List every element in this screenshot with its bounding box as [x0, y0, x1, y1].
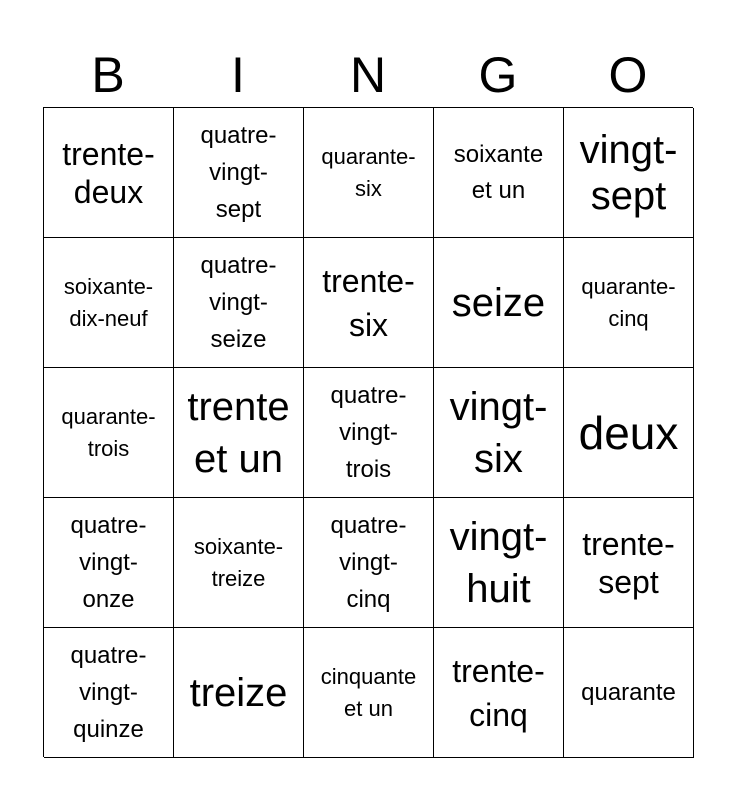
- bingo-board: [43, 107, 693, 757]
- cell-label: soixante- treize: [193, 533, 284, 591]
- header-letter-n: N: [349, 47, 387, 103]
- bingo-cell[interactable]: [564, 108, 694, 238]
- cell-label: deux: [578, 406, 679, 459]
- cell-label: trente- cinq: [452, 652, 545, 733]
- bingo-cell[interactable]: [434, 238, 564, 368]
- cell-label: vingt- huit: [449, 514, 548, 611]
- bingo-cell[interactable]: [44, 628, 174, 758]
- cell-label: trente- six: [322, 262, 415, 343]
- cell-label: trente- deux: [62, 135, 155, 210]
- cell-label: quatre- vingt- onze: [70, 512, 147, 613]
- cell-label: quatre- vingt- sept: [200, 122, 277, 223]
- cell-label: quatre- vingt- trois: [330, 382, 407, 483]
- cell-label: soixante- dix-neuf: [63, 273, 154, 331]
- bingo-cell[interactable]: [174, 628, 304, 758]
- cell-label: quatre- vingt- quinze: [70, 642, 147, 743]
- header-letter-i: I: [231, 47, 245, 103]
- header-letter-b: B: [91, 47, 125, 103]
- bingo-cell[interactable]: [304, 368, 434, 498]
- bingo-cell[interactable]: [434, 498, 564, 628]
- bingo-cell[interactable]: [564, 498, 694, 628]
- bingo-cell[interactable]: [44, 368, 174, 498]
- bingo-cell[interactable]: [434, 368, 564, 498]
- cell-label: quarante- cinq: [581, 273, 676, 331]
- bingo-cell[interactable]: [304, 108, 434, 238]
- cell-label: quarante- trois: [61, 403, 156, 461]
- cell-label: cinquante et un: [320, 663, 417, 721]
- bingo-cell[interactable]: [174, 368, 304, 498]
- cell-label: quarante: [581, 678, 676, 706]
- bingo-cell[interactable]: [434, 628, 564, 758]
- bingo-cell[interactable]: [304, 238, 434, 368]
- cell-label: vingt- sept: [579, 127, 678, 218]
- cell-label: seize: [451, 280, 546, 325]
- cell-label: treize: [189, 670, 288, 715]
- cell-label: soixante et un: [453, 140, 544, 204]
- bingo-cell[interactable]: [564, 628, 694, 758]
- cell-label: quatre- vingt- seize: [200, 252, 277, 353]
- bingo-cell[interactable]: [434, 108, 564, 238]
- bingo-cell[interactable]: [44, 498, 174, 628]
- cell-label: quatre- vingt- cinq: [330, 512, 407, 613]
- bingo-cell[interactable]: [174, 108, 304, 238]
- cell-label: trente et un: [187, 384, 290, 481]
- cell-label: vingt- six: [449, 384, 548, 481]
- header-letter-g: G: [478, 47, 518, 103]
- bingo-cell[interactable]: [564, 368, 694, 498]
- bingo-header: [43, 44, 693, 106]
- cell-label: trente- sept: [582, 525, 675, 600]
- bingo-cell[interactable]: [44, 108, 174, 238]
- bingo-cell[interactable]: [174, 498, 304, 628]
- cell-label: quarante- six: [321, 143, 416, 201]
- bingo-cell[interactable]: [44, 238, 174, 368]
- bingo-cell[interactable]: [304, 628, 434, 758]
- bingo-cell[interactable]: [304, 498, 434, 628]
- header-letter-o: O: [608, 47, 648, 103]
- bingo-cell[interactable]: [174, 238, 304, 368]
- bingo-cell[interactable]: [564, 238, 694, 368]
